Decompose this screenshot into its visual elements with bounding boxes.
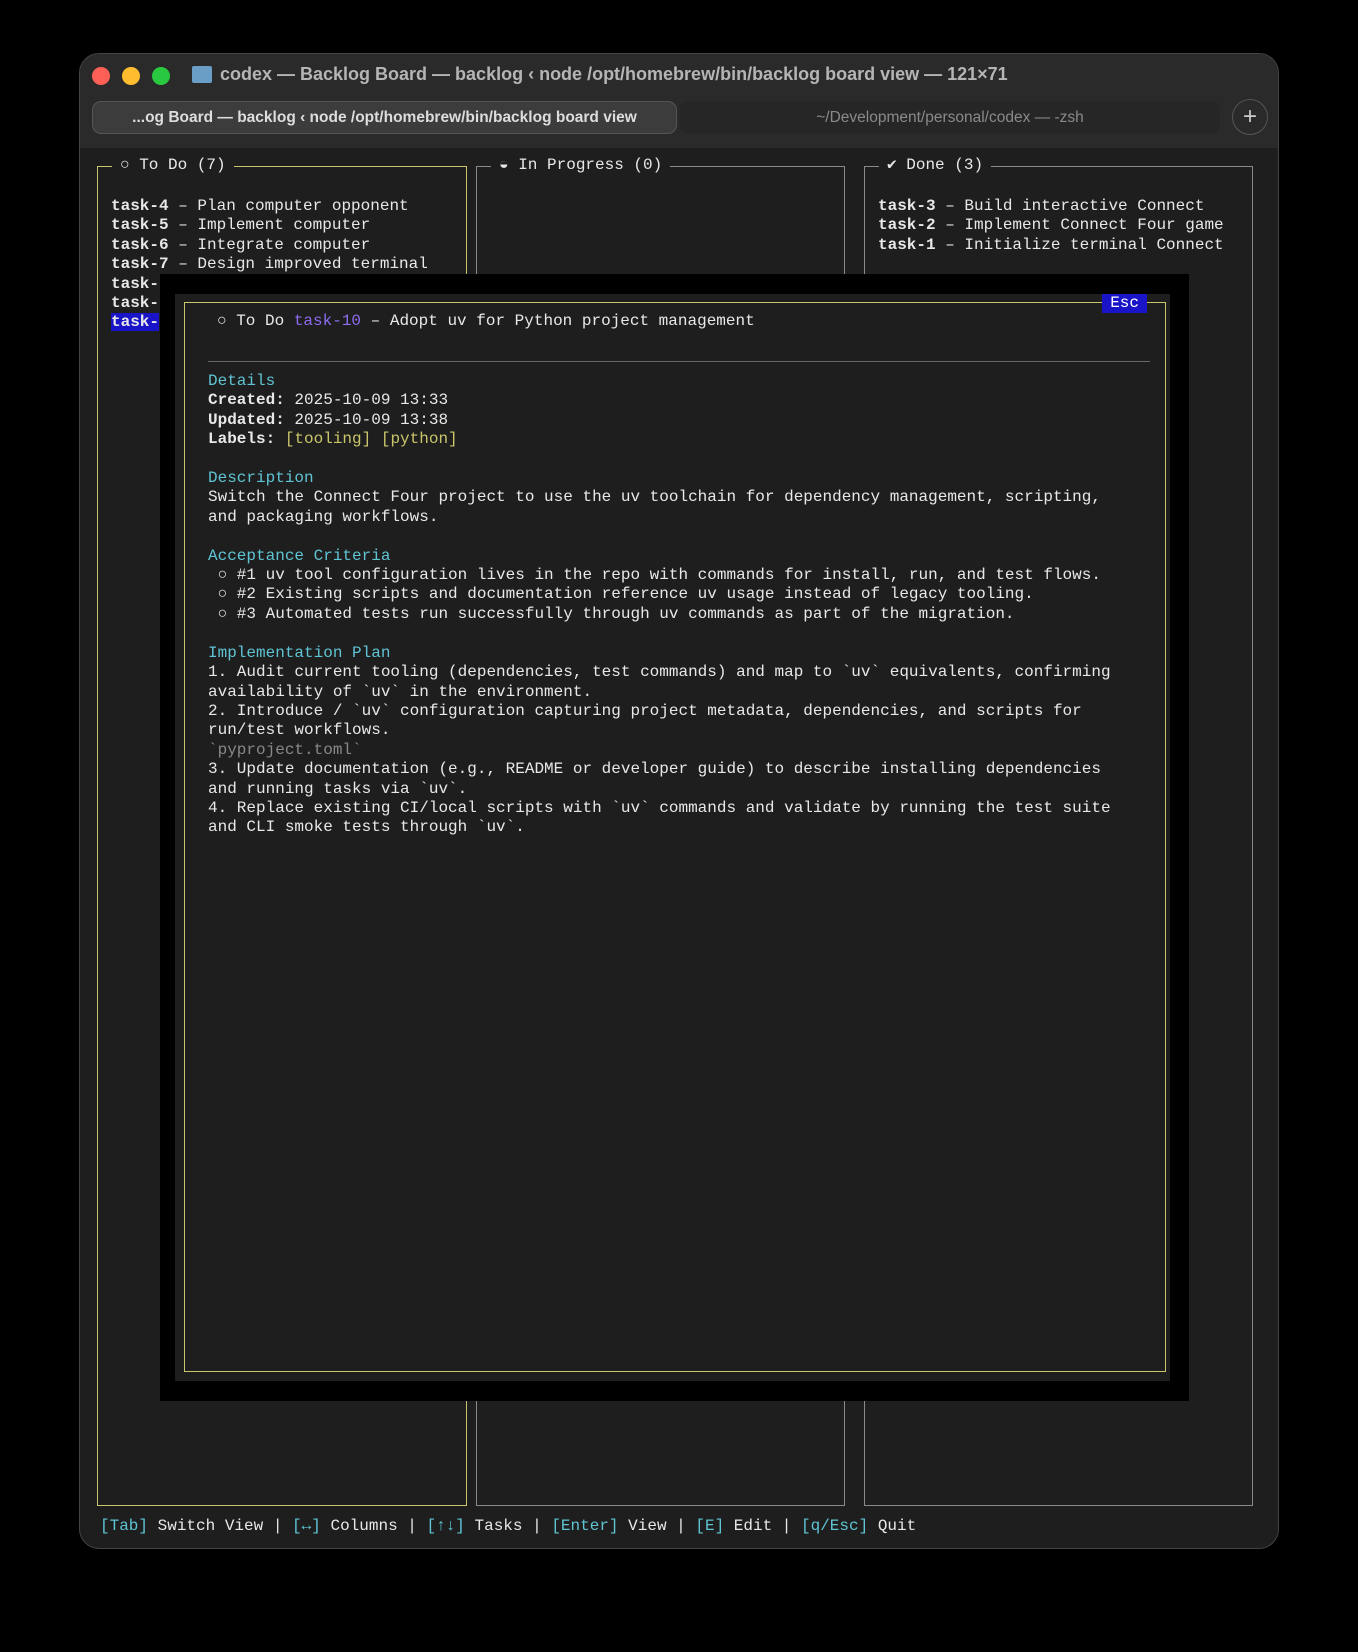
criterion-item[interactable]: ○ #1 uv tool configuration lives in the repo with commands for install, run, and test flows.: [208, 566, 1101, 585]
modal-body: [208, 372, 1111, 838]
task-item[interactable]: task-7 – Design improved terminal: [111, 255, 428, 274]
plan-line: 4. Replace existing CI/local scripts with `uv` commands and validate by running the test suite: [208, 798, 1111, 817]
acceptance-criteria-heading: Acceptance Criteria: [208, 546, 391, 565]
details-heading: Details: [208, 372, 276, 390]
description-line: and packaging workflows.: [208, 507, 439, 526]
new-tab-button[interactable]: +: [1232, 99, 1268, 135]
plan-line: 1. Audit current tooling (dependencies, test commands) and map to `uv` equivalents, confirming: [208, 663, 1111, 682]
folder-icon: [192, 66, 212, 83]
task-item-selected[interactable]: task-: [111, 313, 160, 332]
task-item[interactable]: task-5 – Implement computer: [111, 216, 371, 235]
title-bar: [80, 54, 1278, 148]
column-title: ○ To Do (7): [112, 156, 234, 175]
description-line: Switch the Connect Four project to use the uv toolchain for dependency management, scripting,: [208, 488, 1101, 507]
plan-line: 3. Update documentation (e.g., README or developer guide) to describe installing dependencies: [208, 760, 1101, 779]
criterion-item[interactable]: ○ #3 Automated tests run successfully through uv commands as part of the migration.: [208, 604, 1015, 623]
updated-field: Updated: 2025-10-09 13:38: [208, 410, 449, 429]
task-item[interactable]: task-: [111, 274, 160, 293]
task-item[interactable]: task-2 – Implement Connect Four game: [878, 216, 1224, 235]
window-title: codex — Backlog Board — backlog ‹ node /opt/homebrew/bin/backlog board view — 121×71: [220, 64, 1008, 84]
task-item[interactable]: task-6 – Integrate computer: [111, 235, 371, 254]
esc-close-button[interactable]: Esc: [1102, 294, 1147, 313]
plan-line: 2. Introduce / `uv` configuration capturing project metadata, dependencies, and scripts for: [208, 701, 1082, 720]
task-item[interactable]: task-3 – Build interactive Connect: [878, 197, 1205, 215]
column-title: ◒ In Progress (0): [491, 156, 670, 175]
created-field: Created: 2025-10-09 13:33: [208, 391, 449, 410]
task-detail-modal: [160, 274, 1189, 1401]
task-item[interactable]: task-1 – Initialize terminal Connect: [878, 235, 1224, 254]
task-item[interactable]: task-4 – Plan computer opponent: [111, 197, 409, 215]
terminal-window: [79, 53, 1279, 1549]
close-button[interactable]: [92, 67, 110, 85]
tab-zsh[interactable]: ~/Development/personal/codex — -zsh: [680, 101, 1220, 134]
labels-field: Labels: [tooling] [python]: [208, 430, 458, 449]
zoom-button[interactable]: [152, 67, 170, 85]
minimize-button[interactable]: [122, 67, 140, 85]
modal-header: ○ To Do task-10 – Adopt uv for Python project management: [217, 312, 755, 330]
plan-line: availability of `uv` in the environment.: [208, 682, 593, 701]
column-title: ✔ Done (3): [879, 156, 991, 175]
tab-backlog[interactable]: ...og Board — backlog ‹ node /opt/homebrew/bin/backlog board view: [92, 101, 677, 134]
description-heading: Description: [208, 469, 314, 488]
keybinding-footer: [Tab] Switch View | [↔] Columns | [↑↓] Tasks | [Enter] View | [E] Edit | [q/Esc] Quit: [100, 1517, 917, 1535]
plan-line-code: `pyproject.toml`: [208, 740, 362, 759]
implementation-plan-heading: Implementation Plan: [208, 643, 391, 662]
criterion-item[interactable]: ○ #2 Existing scripts and documentation reference uv usage instead of legacy tooling.: [208, 585, 1034, 604]
plan-line: and running tasks via `uv`.: [208, 779, 468, 798]
task-item[interactable]: task-: [111, 294, 160, 313]
plan-line: run/test workflows.: [208, 721, 391, 740]
plan-line: and CLI smoke tests through `uv`.: [208, 818, 525, 837]
divider: [208, 361, 1150, 362]
